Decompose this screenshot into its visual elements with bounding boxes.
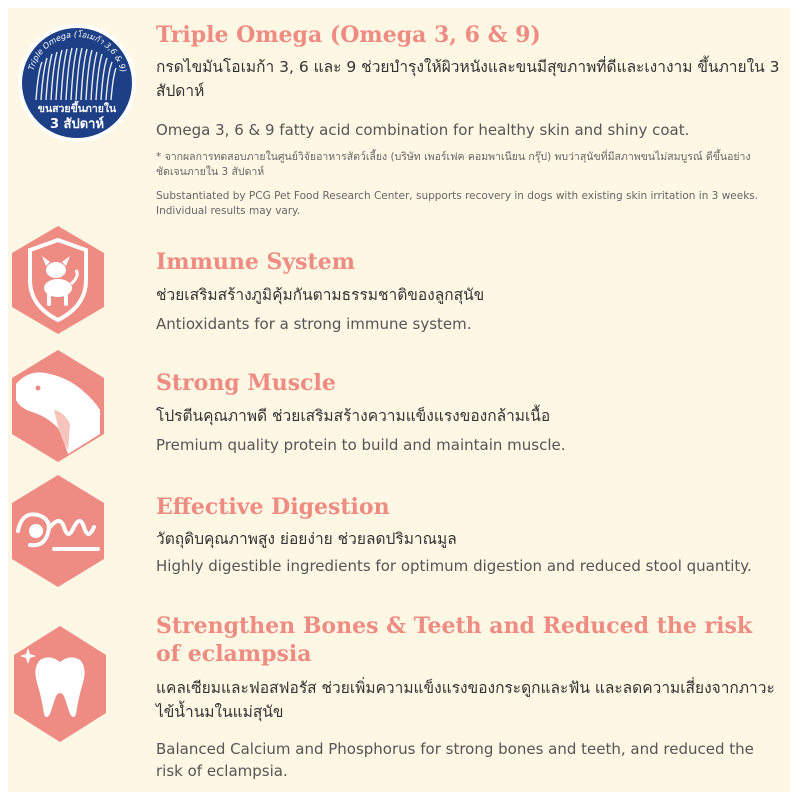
section-title: Strengthen Bones & Teeth and Reduced the risk of eclampsia — [156, 613, 753, 667]
section-thai-text: ช่วยเสริมสร้างภูมิคุ้มกันตามธรรมชาติของลูกสุนัข — [156, 286, 485, 304]
badge-line-1: ขนสวยขึ้นภายใน — [37, 103, 117, 115]
section-english-text: Antioxidants for a strong immune system. — [156, 315, 472, 333]
tooth-icon — [12, 626, 108, 742]
omega-badge-icon — [16, 22, 138, 144]
section-title: Immune System — [156, 249, 355, 275]
section-note-thai: * จากผลการทดสอบภายในศูนย์วิจัยอาหารสัตว์เลี้ยง (บริษัท เพอร์เฟค คอมพาเนียน กรุ๊ป) พบว่าสุนัขที่มีสภาพขนไม่สมบูรณ์ ดีขึ้นอย่างชัดเจนภายใน 3 สัปดาห์ — [156, 151, 751, 178]
dog-muscle-icon — [8, 350, 108, 462]
section-thai-text: กรดไขมันโอเมก้า 3, 6 และ 9 ช่วยบำรุงให้ผิวหนังและขนมีสุขภาพที่ดีและเงางาม ขึ้นภายใน 3 สัปดาห์ — [156, 58, 780, 100]
section-english-text: Omega 3, 6 & 9 fatty acid combination for healthy skin and shiny coat. — [156, 121, 690, 139]
section-english-text: Premium quality protein to build and maintain muscle. — [156, 436, 566, 454]
section-title: Effective Digestion — [156, 494, 390, 520]
section-thai-text: วัตถุดิบคุณภาพสูง ย่อยง่าย ช่วยลดปริมาณมูล — [156, 530, 457, 548]
section-thai-text: โปรตีนคุณภาพดี ช่วยเสริมสร้างความแข็งแรงของกล้ามเนื้อ — [156, 407, 551, 425]
section-english-text: Balanced Calcium and Phosphorus for strong bones and teeth, and reduced the risk of eclampsia. — [156, 740, 754, 780]
badge-arc-text: Triple Omega (โอเมก้า 3,6 & 9) — [26, 29, 128, 74]
digestion-icon — [8, 475, 108, 587]
section-title: Triple Omega (Omega 3, 6 & 9) — [156, 22, 541, 48]
shield-dog-icon — [8, 226, 108, 334]
section-title: Strong Muscle — [156, 370, 336, 396]
badge-line-2: 3 สัปดาห์ — [49, 117, 105, 132]
section-english-text: Highly digestible ingredients for optimum digestion and reduced stool quantity. — [156, 557, 752, 575]
benefits-panel — [8, 8, 790, 792]
section-note-english: Substantiated by PCG Pet Food Research Center, supports recovery in dogs with existing skin irritation in 3 weeks. Individual results may vary. — [156, 190, 759, 217]
section-thai-text: แคลเซียมและฟอสฟอรัส ช่วยเพิ่มความแข็งแรงของกระดูกและฟัน และลดความเสี่ยงจากภาวะไข้น้ำนมในแม่สุนัข — [156, 679, 775, 721]
